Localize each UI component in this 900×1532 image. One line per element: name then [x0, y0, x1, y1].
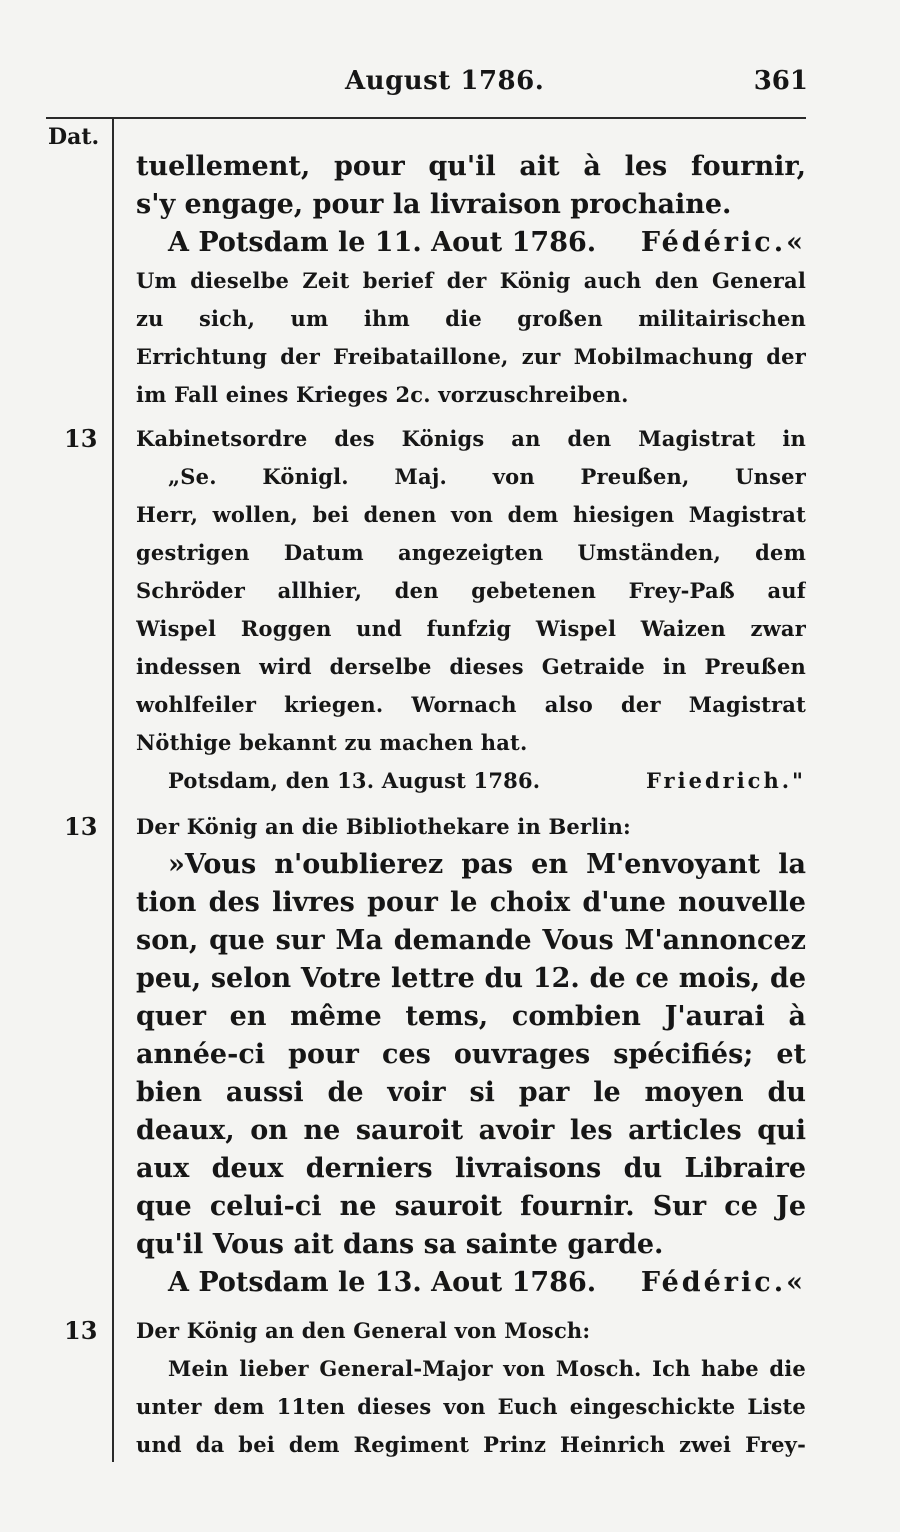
header-title: August 1786. — [345, 66, 545, 96]
margin-date: 13 — [64, 424, 98, 453]
signature-place: A Potsdam le 11. Aout 1786. — [168, 227, 597, 258]
text-line: Wispel Roggen und funfzig Wispel Waizen zwar — [136, 616, 806, 641]
margin-rule — [112, 117, 114, 1462]
text-line: »Vous n'oublierez pas en M'envoyant la — [168, 849, 806, 880]
text-line: Schröder allhier, den gebetenen Frey-Paß auf — [136, 578, 806, 603]
text-line: im Fall eines Krieges 2c. vorzuschreiben. — [136, 382, 629, 407]
text-line: tuellement, pour qu'il ait à les fournir, — [136, 151, 806, 182]
signature-line — [136, 224, 806, 262]
text-line: deaux, on ne sauroit avoir les articles qui — [136, 1115, 806, 1146]
letter-block-3 — [136, 808, 806, 1302]
letter-block-4 — [136, 1312, 806, 1464]
signature-line — [136, 762, 806, 800]
text-line: Errichtung der Freibataillone, zur Mobilmachung der — [136, 344, 806, 369]
text-line: quer en même tems, combien J'aurai à — [136, 1001, 806, 1032]
text-line: année-ci pour ces ouvrages spécifiés; et — [136, 1039, 806, 1070]
signature-place: A Potsdam le 13. Aout 1786. — [168, 1267, 597, 1298]
signature-name: Fédéric.« — [640, 1267, 806, 1298]
block-heading: Kabinetsordre des Königs an den Magistrat in — [136, 426, 806, 451]
text-line: „Se. Königl. Maj. von Preußen, Unser — [168, 464, 806, 489]
text-line: son, que sur Ma demande Vous M'annoncez — [136, 925, 806, 956]
block-heading: Der König an die Bibliothekare in Berlin: — [136, 814, 632, 839]
letter-block-1 — [136, 148, 806, 414]
text-line: Herr, wollen, bei denen von dem hiesigen Magistrat — [136, 502, 806, 527]
block-heading: Der König an den General von Mosch: — [136, 1318, 591, 1343]
text-line: que celui-ci ne sauroit fournir. Sur ce Je — [136, 1191, 806, 1222]
text-line: peu, selon Votre lettre du 12. de ce mois, de — [136, 963, 806, 994]
text-line: bien aussi de voir si par le moyen du — [136, 1077, 806, 1108]
text-line: Um dieselbe Zeit berief der König auch den General — [136, 268, 806, 293]
text-line: s'y engage, pour la livraison prochaine. — [136, 189, 732, 220]
letter-block-2 — [136, 420, 806, 800]
signature-place: Potsdam, den 13. August 1786. — [168, 768, 541, 793]
signature-line — [136, 1264, 806, 1302]
text-line: Nöthige bekannt zu machen hat. — [136, 730, 528, 755]
page-number: 361 — [753, 66, 808, 96]
text-line: qu'il Vous ait dans sa sainte garde. — [136, 1229, 664, 1260]
text-line: indessen wird derselbe dieses Getraide in Preußen — [136, 654, 806, 679]
text-line: tion des livres pour le choix d'une nouvelle — [136, 887, 806, 918]
text-line: zu sich, um ihm die großen militairischen — [136, 306, 806, 331]
margin-date: 13 — [64, 1316, 98, 1345]
text-line: Mein lieber General-Major von Mosch. Ich habe die — [168, 1356, 806, 1381]
margin-date: 13 — [64, 812, 98, 841]
signature-name: Fédéric.« — [640, 227, 806, 258]
text-line: unter dem 11ten dieses von Euch eingeschickte Liste — [136, 1394, 806, 1419]
text-line: aux deux derniers livraisons du Libraire — [136, 1153, 806, 1184]
text-line: und da bei dem Regiment Prinz Heinrich zwei Frey- — [136, 1432, 806, 1457]
date-column-label: Dat. — [48, 124, 100, 150]
running-header — [0, 66, 900, 106]
text-line: gestrigen Datum angezeigten Umständen, dem — [136, 540, 806, 565]
signature-name: Friedrich." — [646, 768, 806, 793]
text-line: wohlfeiler kriegen. Wornach also der Magistrat — [136, 692, 806, 717]
header-rule — [46, 117, 806, 119]
